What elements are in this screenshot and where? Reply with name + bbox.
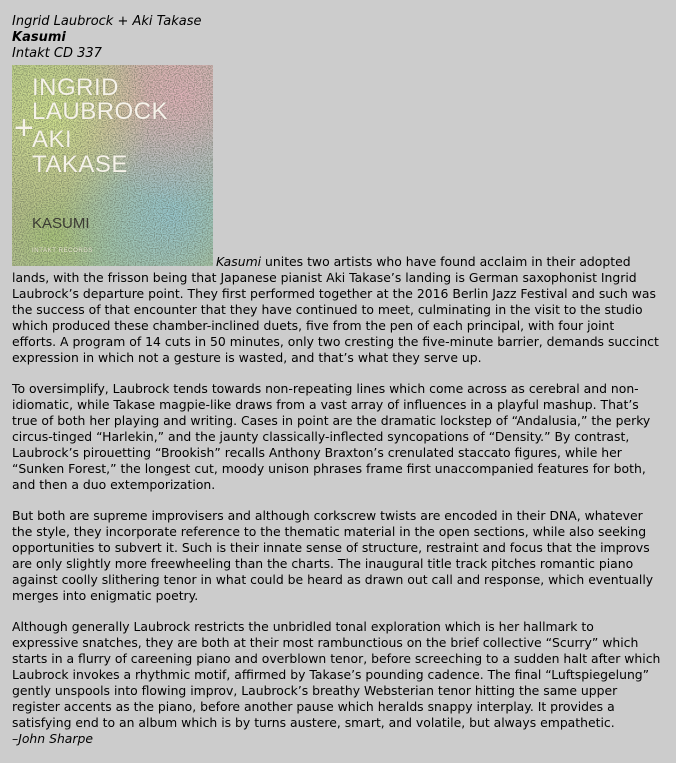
cover-text-laubrock: LAUBROCK: [32, 98, 169, 125]
album-title: Kasumi: [12, 30, 66, 45]
cover-text-kasumi: KASUMI: [32, 215, 90, 232]
cover-text-ingrid: INGRID: [32, 74, 119, 101]
review-signature: –John Sharpe: [12, 731, 93, 746]
review-album-title-inline: Kasumi: [216, 254, 262, 269]
review-paragraph-3: But both are supreme improvisers and although corkscrew twists are encoded in their DNA, whatever the style, they incorporate reference to the thematic material in the open sections, while also seeking opportunities to subvert it. Such is their innate sense of structure, restraint and focus that the improvs are only slightly more freewheeling than the charts. The inaugural title track pitches romantic piano against coolly slithering tenor in what could be heard as drawn out call and response, which eventually merges into enigmatic poetry.: [12, 508, 654, 603]
cover-text-record-label: INTAKT RECORDS: [32, 248, 93, 254]
artists-heading: Ingrid Laubrock + Aki Takase: [12, 14, 202, 29]
review-paragraph-1-text: unites two artists who have found acclaim in their adopted lands, with the frisson being that Japanese pianist Aki Takase’s landing is German saxophonist Ingrid Laubrock’s departure point. They first performed together at the 2016 Berlin Jazz Festival and such was the success of that encounter that they have continued to meet, culminating in the visit to the studio which produced these chamber-inclined duets, five from the pen of each principal, with four joint efforts. A program of 14 cuts in 50 minutes, only two cresting the five-minute barrier, demands succinct expression in which not a gesture is wasted, and that’s what they serve up.: [12, 254, 659, 365]
review-paragraph-1: [12, 62, 664, 366]
cover-text-plus: +: [14, 109, 34, 147]
cover-text-takase: TAKASE: [32, 151, 128, 178]
label-catalog: Intakt CD 337: [12, 46, 102, 61]
review-paragraph-4: Although generally Laubrock restricts the unbridled tonal exploration which is her hallmark to expressive snatches, they are both at their most rambunctious on the brief collective “Scurry” which starts in a flurry of careening piano and overblown tenor, before screeching to a sudden halt after which Laubrock invokes a rhythmic motif, affirmed by Takase’s pounding cadence. The final “Luftspiegelung” gently unspools into flowing improv, Laubrock’s breathy Websterian tenor hitting the same upper register accents as the piano, before another pause which heralds snappy interplay. It provides a satisfying end to an album which is by turns austere, smart, and volatile, but always empathetic.: [12, 619, 661, 730]
album-cover-image: [12, 65, 213, 266]
cover-text-aki: AKI: [32, 126, 73, 153]
review-paragraph-2: To oversimplify, Laubrock tends towards non-repeating lines which come across as cerebral and non-idiomatic, while Takase magpie-like draws from a vast array of influences in a playful mashup. That’s true of both her playing and writing. Cases in point are the dramatic lockstep of “Andalusia,” the perky circus-tinged “Harlekin,” and the jaunty classically-inflected syncopations of “Density.” By contrast, Laubrock’s pirouetting “Brookish” recalls Anthony Braxton’s crenulated staccato figures, while her “Sunken Forest,” the longest cut, moody unison phrases frame first unaccompanied features for both, and then a duo extemporization.: [12, 381, 651, 492]
